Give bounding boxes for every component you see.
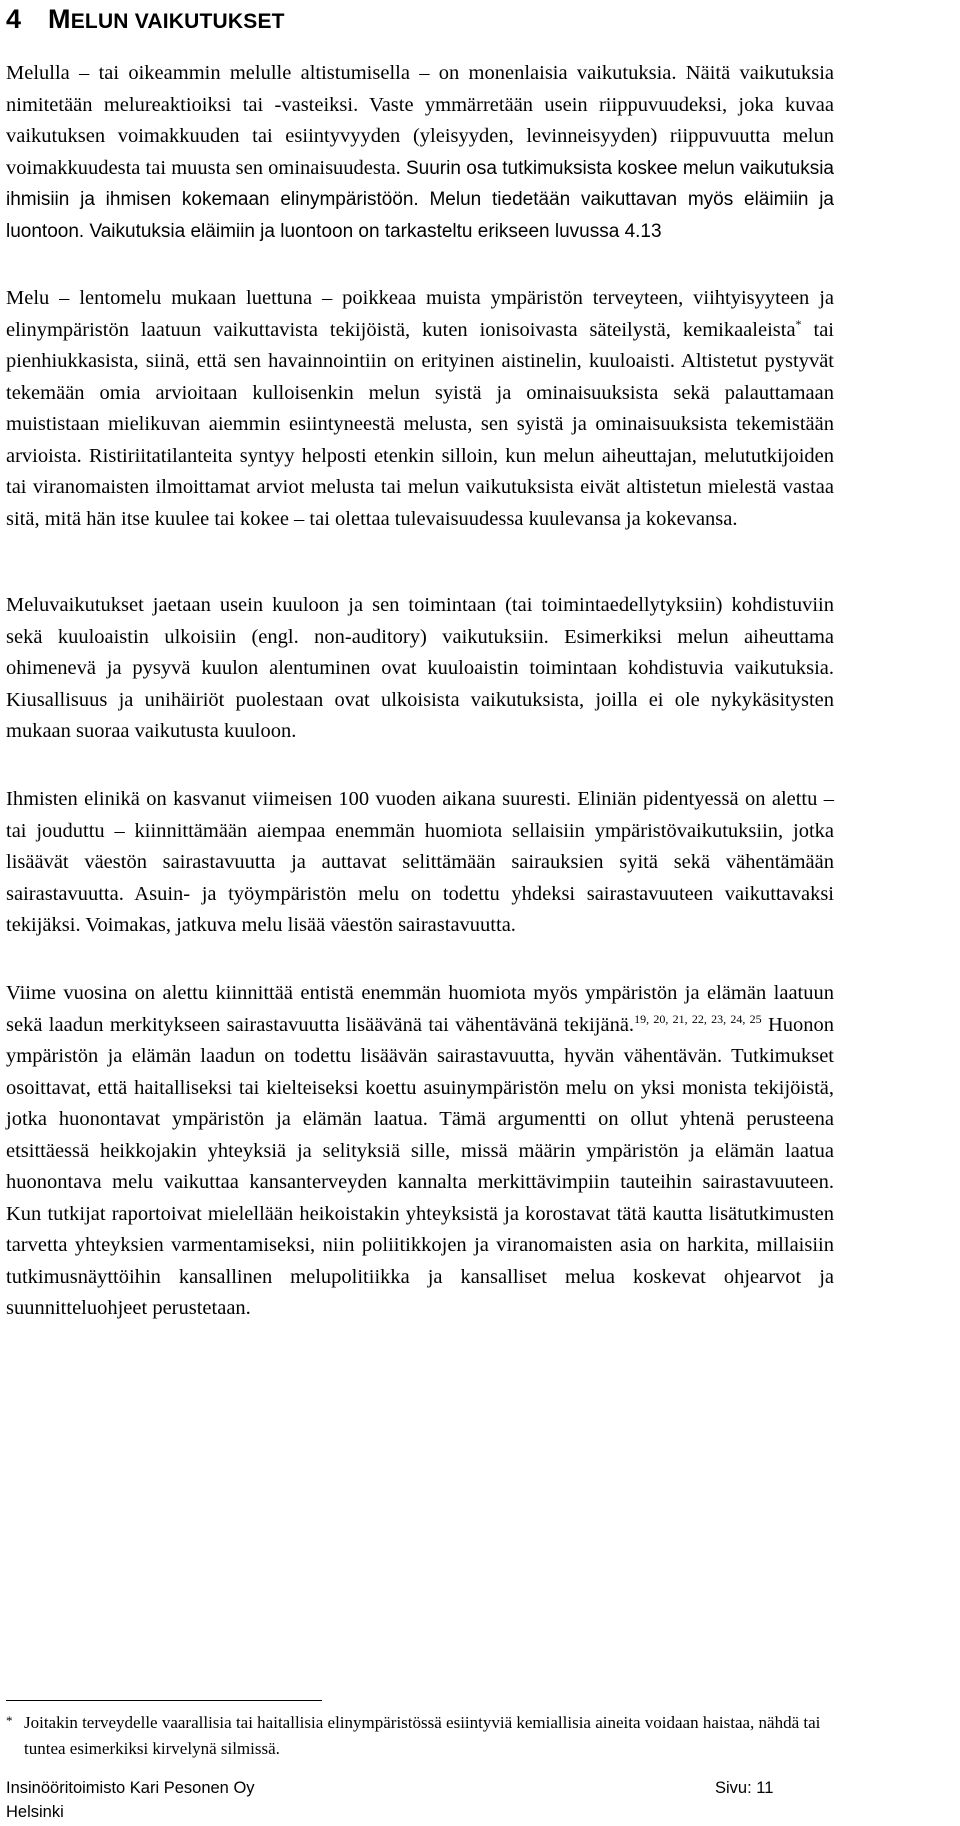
chapter-heading bbox=[6, 2, 285, 39]
paragraph-2-text-a: Melu – lentomelu mukaan luettuna – poikkeaa muista ympäristön terveyteen, viihtyisyyteen ja elinympäristön laatuun vaikuttavista tekijöistä, kuten ionisoivasta säteilystä, kemikaaleista bbox=[6, 287, 834, 341]
chapter-title-rest: ELUN VAIKUTUKSET bbox=[70, 10, 285, 33]
footer-company: Insinööritoimisto Kari Pesonen Oy bbox=[6, 1779, 255, 1797]
footer-page-number: Sivu: 11 bbox=[715, 1779, 774, 1797]
paragraph-3-text: Meluvaikutukset jaetaan usein kuuloon ja sen toimintaan (tai toimintaedellytyksiin) kohdistuviin sekä kuuloaistin ulkoisiin (engl. non-auditory) vaikutuksiin. Esimerkiksi melun aiheuttama ohimenevä ja pysyvä kuulon alentuminen ovat kuuloaistin toimintaan kohdistuvia vaikutuksia. Kiusallisuus ja unihäiriöt puolestaan ovat ulkoisista vaikutuksista, joilla ei ole nykykäsitysten mukaan suoraa vaikutusta kuuloon. bbox=[6, 594, 834, 742]
paragraph-2 bbox=[6, 283, 834, 535]
paragraph-4 bbox=[6, 784, 834, 942]
footnote bbox=[6, 1710, 846, 1762]
paragraph-5 bbox=[6, 978, 834, 1325]
chapter-title-initial: M bbox=[48, 4, 71, 34]
paragraph-1-text-a: Melulla – tai oikeammin melulle altistumisella – on monenlaisia vaikutuksia. Näitä vaikutuksia nimitetään melureaktioiksi tai -vasteiksi. Vaste ymmärretään usein riippuvuudeksi, joka kuvaa vaikutuksen voimakkuuden tai esiintyvyyden (yleisyyden, levinneisyyden) riippuvuutta melun voimakkuudesta tai muusta sen ominaisuudesta. bbox=[6, 62, 834, 179]
paragraph-3 bbox=[6, 590, 834, 748]
citation-references: 19, 20, 21, 22, 23, 24, 25 bbox=[634, 1011, 762, 1026]
footer-publisher bbox=[6, 1776, 255, 1824]
footnote-reference: * bbox=[795, 316, 802, 331]
paragraph-1 bbox=[6, 58, 834, 247]
paragraph-2-text-b: tai pienhiukkasista, siinä, että sen havainnointiin on erityinen aistinelin, kuuloaisti. Altistetut pystyvät tekemään omia arvioitaan kulloisenkin melun syistä ja ominaisuuksista sekä palauttamaan muististaan mielikuvan aiemmin esiintyneestä melusta, sen syistä ja ominaisuuksista tekemistään arvioista. Ristiriitatilanteita syntyy helposti etenkin silloin, kun melun aiheuttajan, melututkijoiden tai viranomaisten ilmoittamat arviot melusta tai melun vaikutuksista eivät altistetun mielestä vastaa sitä, mitä hän itse kuulee tai kokee – tai olettaa tulevaisuudessa kuulevansa ja kokevansa. bbox=[6, 318, 834, 530]
footnote-mark: * bbox=[6, 1713, 13, 1728]
paragraph-1-text-b: Suurin osa tutkimuksista koskee melun vaikutuksia ihmisiin ja ihmisen kokemaan elinympäristöön. Melun tiedetään vaikuttavan myös eläimiin ja luontoon. Vaikutuksia eläimiin ja luontoon on tarkasteltu erikseen luvussa 4.13 bbox=[6, 157, 834, 242]
footnote-text: Joitakin terveydelle vaarallisia tai haitallisia elinympäristössä esiintyviä kemiallisia aineita voidaan haistaa, nähdä tai tuntea esimerkiksi kirvelynä silmissä. bbox=[24, 1713, 821, 1758]
footer-city: Helsinki bbox=[6, 1803, 64, 1821]
paragraph-5-text-a: Viime vuosina on alettu kiinnittää entistä enemmän huomiota myös ympäristön ja elämän laatuun sekä laadun merkitykseen sairastavuutta lisäävänä tai vähentävänä tekijänä. bbox=[6, 982, 834, 1036]
footnote-divider bbox=[6, 1700, 322, 1701]
chapter-number: 4 bbox=[6, 4, 22, 34]
paragraph-4-text: Ihmisten elinikä on kasvanut viimeisen 100 vuoden aikana suuresti. Eliniän pidentyessä on alettu – tai jouduttu – kiinnittämään aiempaa enemmän huomiota sellaisiin ympäristövaikutuksiin, jotka lisäävät väestön sairastavuutta ja auttavat selittämään sairauksien syitä sekä vähentämään sairastavuutta. Asuin- ja työympäristön melu on todettu yhdeksi sairastavuuteen vaikuttavaksi tekijäksi. Voimakas, jatkuva melu lisää väestön sairastavuutta. bbox=[6, 788, 834, 936]
paragraph-5-text-b: Huonon ympäristön ja elämän laadun on todettu lisäävän sairastavuutta, hyvän vähentävän. Tutkimukset osoittavat, että haitalliseksi tai kielteiseksi koettu asuinympäristön melu on yksi monista tekijöistä, jotka huonontavat ympäristön ja elämän laatua. Tämä argumentti on ollut yhtenä perusteena etsittäessä heikkojakin yhteyksiä ja selityksiä sille, missä määrin ympäristön ja elämän laatua huonontava melu vaikuttaa kansanterveyden kannalta merkittävimpiin tauteihin sairastavuuteen. Kun tutkijat raportoivat mielellään heikoistakin yhteyksistä ja korostavat tätä kautta lisätutkimusten tarvetta yhteyksien varmentamiseksi, niin poliitikkojen ja viranomaisten asia on harkita, millaisiin tutkimusnäyttöihin kansallinen melupolitiikka ja kansalliset melua koskevat ohjearvot ja suunnitteluohjeet perustetaan. bbox=[6, 1013, 835, 1319]
